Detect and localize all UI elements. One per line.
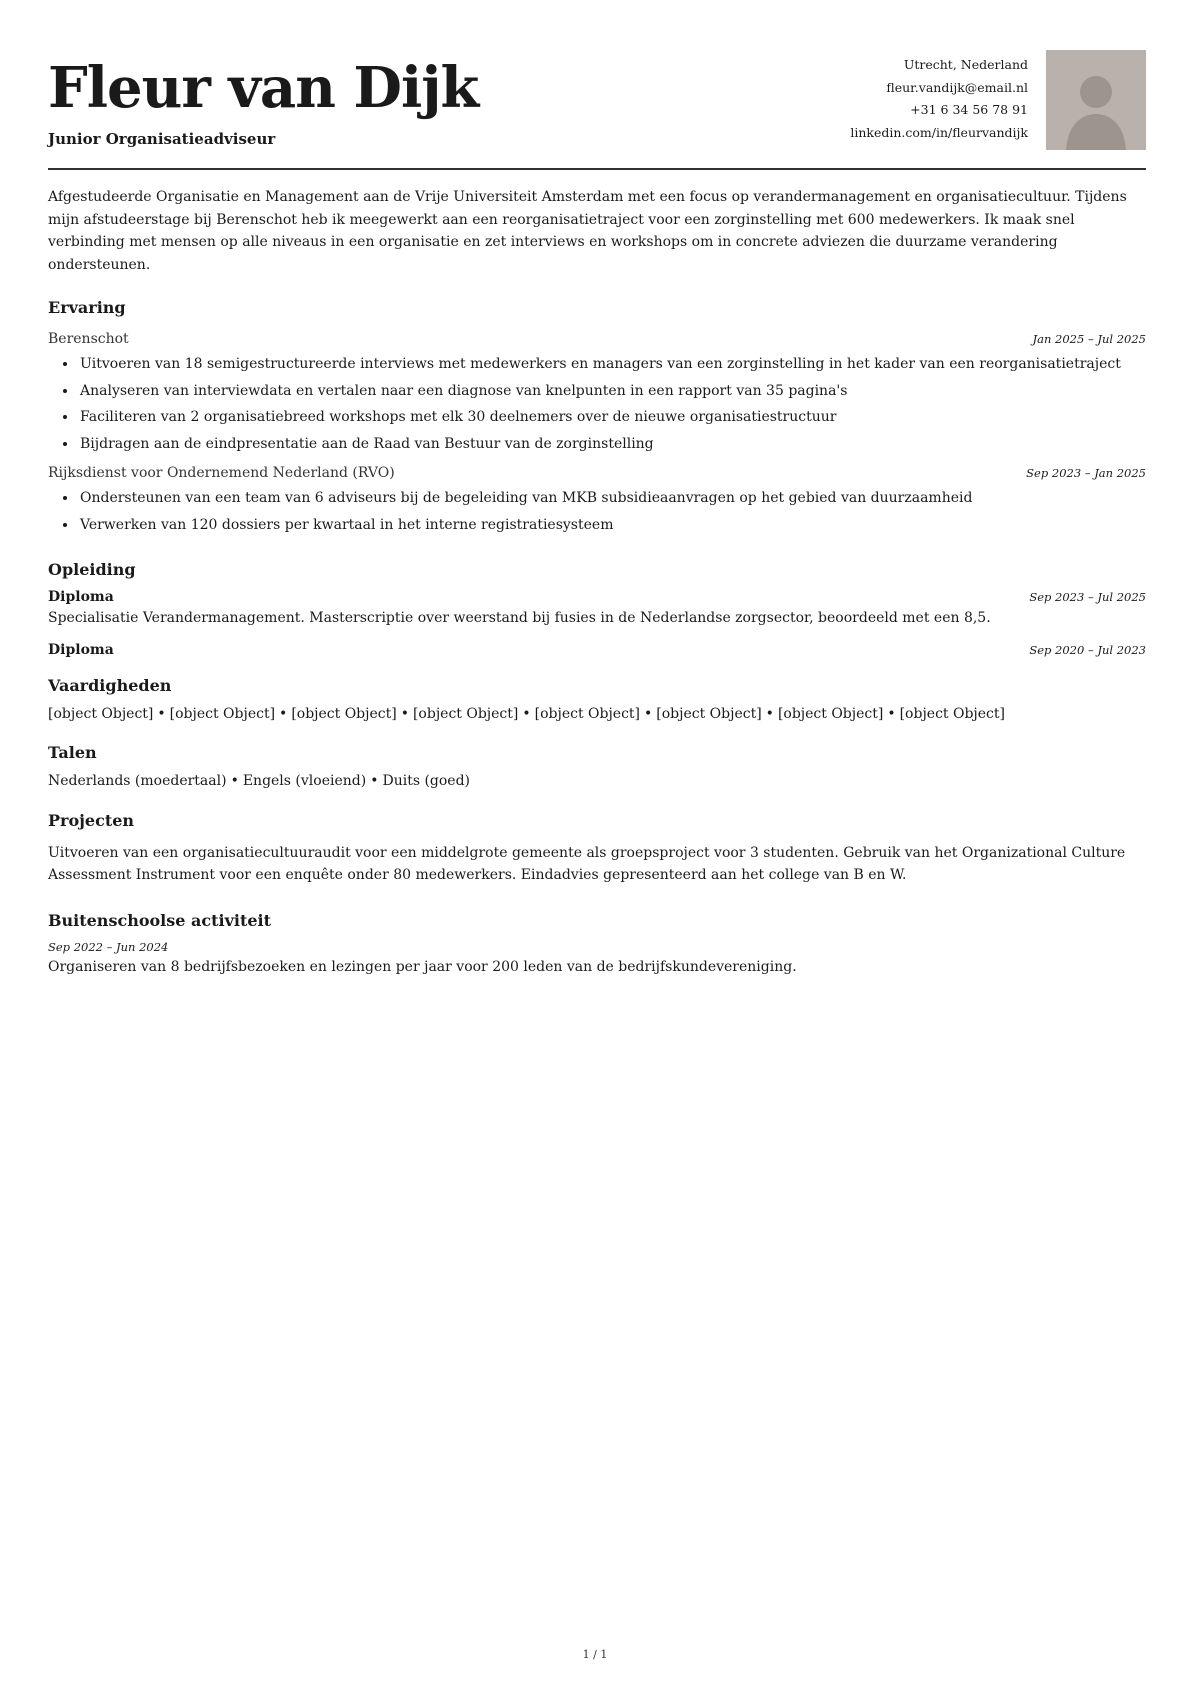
education-date: Sep 2020 – Jul 2023	[1029, 642, 1146, 657]
skills-section	[48, 676, 1146, 726]
separator: •	[230, 773, 239, 789]
project-description: Uitvoeren van een organisatiecultuuraudit voor een middelgrote gemeente als groepsproject voor 3 studenten. Gebruik van het Organizational Culture Assessment Instrument voor een enquête onder 80 medewerkers. Eindadvies gepresenteerd aan het college van B en W.	[48, 844, 1126, 883]
extracurricular-section	[48, 911, 1146, 979]
contact-linkedin[interactable]: linkedin.com/in/fleurvandijk	[850, 124, 1028, 140]
skill-item: [object Object]	[534, 705, 641, 722]
job-organization: Rijksdienst voor Ondernemend Nederland (RVO)	[48, 465, 395, 481]
list-item: • Analyseren van interviewdata en vertalen naar een diagnose van knelpunten in een rapport van 35 pagina's	[78, 378, 1146, 405]
contact-phone: +31 6 34 56 78 91	[910, 102, 1028, 117]
language-item: Duits (goed)	[382, 773, 471, 789]
job-organization: Berenschot	[48, 331, 129, 347]
separator: •	[522, 705, 531, 722]
language-item: Nederlands (moedertaal)	[48, 773, 227, 789]
job-bullets	[48, 351, 1146, 457]
separator: •	[644, 705, 653, 722]
education-entry	[48, 642, 1146, 658]
skill-item: [object Object]	[291, 705, 397, 722]
education-entry	[48, 589, 1146, 630]
candidate-role: Junior Organisatieadviseur	[48, 130, 276, 148]
separator: •	[279, 705, 288, 722]
separator: •	[887, 705, 896, 722]
skill-item: [object Object]	[777, 705, 884, 722]
list-item: • Faciliteren van 2 organisatiebreed workshops met elk 30 deelnemers over de nieuwe organisatiestructuur	[78, 404, 1146, 431]
skill-item: [object Object]	[169, 705, 276, 722]
job-bullets	[48, 485, 1146, 538]
section-title: Vaardigheden	[48, 675, 172, 695]
activity-date: Sep 2022 – Jun 2024	[48, 939, 169, 954]
list-item: • Verwerken van 120 dossiers per kwartaal in het interne registratiesysteem	[78, 512, 1146, 539]
contact-location: Utrecht, Nederland	[903, 57, 1028, 72]
header-divider	[48, 168, 1146, 170]
section-title: Talen	[48, 743, 97, 762]
education-title: Diploma	[48, 641, 114, 658]
job-entry	[48, 331, 1146, 457]
education-section	[48, 560, 1146, 658]
skill-item: [object Object]	[412, 705, 519, 722]
languages-section	[48, 743, 1146, 793]
list-item: • Ondersteunen van een team van 6 adviseurs bij de begeleiding van MKB subsidieaanvragen op het gebied van duurzaamheid	[78, 485, 1146, 512]
job-date: Sep 2023 – Jan 2025	[1026, 466, 1146, 480]
skill-item: [object Object]	[48, 705, 154, 722]
section-title: Ervaring	[48, 298, 126, 317]
education-description: Specialisatie Verandermanagement. Masterscriptie over weerstand bij fusies in de Nederlandse zorgsector, beoordeeld met een 8,5.	[48, 610, 991, 626]
experience-section	[48, 298, 1146, 538]
separator: •	[400, 705, 409, 722]
section-title: Buitenschoolse activiteit	[48, 910, 271, 930]
skill-item: [object Object]	[656, 705, 762, 722]
page-number: 1 / 1	[582, 1648, 608, 1661]
activity-description: Organiseren van 8 bedrijfsbezoeken en lezingen per jaar voor 200 leden van de bedrijfskundevereniging.	[48, 958, 797, 975]
contact-block	[850, 54, 1028, 144]
profile-photo	[1046, 50, 1146, 150]
list-item: • Bijdragen aan de eindpresentatie aan de Raad van Bestuur van de zorginstelling	[78, 431, 1146, 458]
profile-summary: Afgestudeerde Organisatie en Management aan de Vrije Universiteit Amsterdam met een focus op verandermanagement en organisatiecultuur. Tijdens mijn afstudeerstage bij Berenschot heb ik meegewerkt aan een reorganisatietraject voor een zorginstelling met 600 medewerkers. Ik maak snel verbinding met mensen op alle niveaus in een organisatie en zet interviews en workshops om in concrete adviezen die duurzame verandering ondersteunen.	[48, 189, 1127, 273]
skills-list	[48, 703, 1146, 726]
candidate-name: Fleur van Dijk	[48, 55, 479, 121]
skill-item: [object Object]	[899, 705, 1005, 722]
list-item: • Uitvoeren van 18 semigestructureerde interviews met medewerkers en managers van een zorginstelling in het kader van een reorganisatietraject	[78, 351, 1146, 378]
languages-list	[48, 770, 1146, 793]
separator: •	[765, 705, 774, 722]
language-item: Engels (vloeiend)	[242, 773, 367, 789]
job-date: Jan 2025 – Jul 2025	[1032, 332, 1146, 346]
education-date: Sep 2023 – Jul 2025	[1029, 590, 1146, 604]
section-title: Projecten	[48, 810, 135, 830]
contact-email[interactable]: fleur.vandijk@email.nl	[886, 79, 1028, 95]
section-title: Opleiding	[48, 560, 136, 579]
job-entry	[48, 465, 1146, 538]
separator: •	[370, 773, 379, 789]
resume-page	[48, 0, 1146, 1683]
projects-section	[48, 811, 1146, 887]
education-title: Diploma	[48, 589, 114, 605]
resume-header	[48, 48, 1146, 168]
resume-content	[48, 186, 1146, 978]
separator: •	[157, 705, 166, 722]
